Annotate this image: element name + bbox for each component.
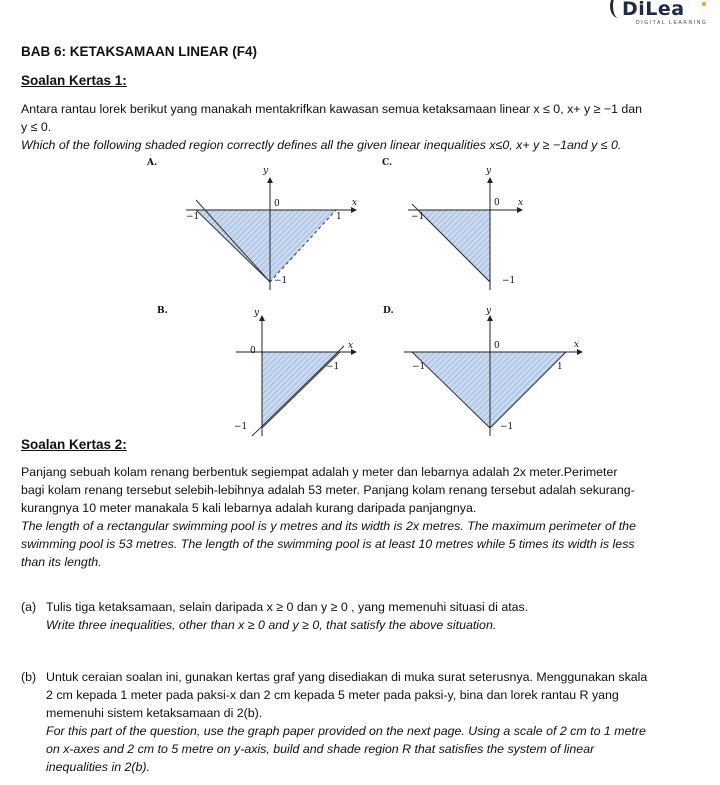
option-b-tick-0: 0 — [250, 346, 256, 356]
q2-heading: Soalan Kertas 2: — [21, 437, 127, 452]
option-d-label: D. — [383, 306, 394, 316]
option-b-x-label: x — [348, 341, 354, 351]
option-b-tick-neg1y: −1 — [234, 422, 248, 432]
q2b-english-line3: inequalities in 2(b). — [46, 760, 151, 774]
q2-malay-line1: Panjang sebuah kolam renang berbentuk segiempat adalah y meter dan lebarnya adalah 2x meter.Perimeter — [21, 465, 618, 479]
option-d-x-label: x — [574, 340, 580, 350]
q2-english-line3: than its length. — [21, 555, 102, 569]
option-a-tick-neg1x: −1 — [186, 212, 200, 222]
option-c-tick-neg1x: −1 — [411, 212, 425, 222]
option-a-x-label: x — [352, 198, 358, 208]
q2-english-line2: swimming pool is 53 metres. The length of the swimming pool is at least 10 metres while 5 times its width is less — [21, 537, 635, 551]
option-d-tick-0: 0 — [494, 341, 500, 351]
option-c-graph — [408, 178, 522, 290]
page-title: BAB 6: KETAKSAMAAN LINEAR (F4) — [21, 44, 257, 59]
option-b-tick-neg1x: −1 — [326, 362, 340, 372]
q1-malay-line2: y ≤ 0. — [21, 120, 52, 134]
q2b-english-line2: on x-axes and 2 cm to 5 metre on y-axis, build and shade region R that satisfies the system of linear — [46, 742, 595, 756]
option-d-tick-neg1y: −1 — [500, 422, 514, 432]
q2b-malay-line3: memenuhi sistem ketaksamaan di 2(b). — [46, 706, 263, 720]
option-c-tick-neg1y: −1 — [502, 276, 516, 286]
option-a-tick-neg1y: −1 — [274, 276, 288, 286]
option-d-tick-1: 1 — [557, 362, 563, 372]
option-b-y-label: y — [254, 308, 260, 318]
option-a-tick-0: 0 — [274, 199, 280, 209]
logo-word: DiLea — [622, 0, 685, 20]
option-a-y-label: y — [263, 166, 269, 176]
q2b-malay-line1: Untuk ceraian soalan ini, gunakan kertas graf yang disediakan di muka surat seterusnya. Menggunakan skala — [46, 670, 648, 684]
q2a-english: Write three inequalities, other than x ≥ 0 and y ≥ 0, that satisfy the above situation. — [46, 618, 497, 632]
option-a-graph — [186, 178, 356, 290]
option-c-tick-0: 0 — [494, 198, 500, 208]
q1-heading: Soalan Kertas 1: — [21, 73, 127, 88]
q2-malay-line3: kurangnya 10 meter manakala 5 kali lebarnya adalah kurang daripada panjangnya. — [21, 501, 477, 515]
option-b-graph — [236, 316, 356, 436]
q2a-malay: Tulis tiga ketaksamaan, selain daripada x ≥ 0 dan y ≥ 0 , yang memenuhi situasi di atas. — [46, 600, 529, 614]
option-d-y-label: y — [486, 306, 492, 316]
option-c-label: C. — [382, 158, 393, 168]
q2b-label: (b) — [21, 670, 37, 684]
q2-english-line1: The length of a rectangular swimming pool is y metres and its width is 2x metres. The maximum perimeter of the — [21, 519, 636, 533]
q2b-english-line1: For this part of the question, use the graph paper provided on the next page. Using a scale of 2 cm to 1 metre — [46, 724, 646, 738]
q2-malay-line2: bagi kolam renang tersebut selebih-lebihnya adalah 53 meter. Panjang kolam renang tersebut adalah sekurang- — [21, 483, 635, 497]
option-d-graph — [404, 316, 582, 436]
option-b-label: B. — [157, 306, 168, 316]
option-c-y-label: y — [486, 166, 492, 176]
option-a-label: A. — [147, 158, 158, 168]
q2a-label: (a) — [21, 600, 37, 614]
option-c-x-label: x — [518, 198, 524, 208]
option-d-tick-neg1x: −1 — [412, 362, 426, 372]
option-a-tick-1: 1 — [336, 212, 342, 222]
q2b-malay-line2: 2 cm kepada 1 meter pada paksi-x dan 2 cm kepada 5 meter pada paksi-y, bina dan lorek rantau R yang — [46, 688, 619, 702]
q1-malay-line1: Antara rantau lorek berikut yang manakah mentakrifkan kawasan semua ketaksamaan linear x ≤ 0, x+ y ≥ −1 dan — [21, 102, 643, 116]
logo-tagline: DIGITAL LEARNING — [636, 20, 708, 26]
q1-english: Which of the following shaded region correctly defines all the given linear inequalities x≤0, x+ y ≥ −1and y ≤ 0. — [21, 138, 622, 152]
